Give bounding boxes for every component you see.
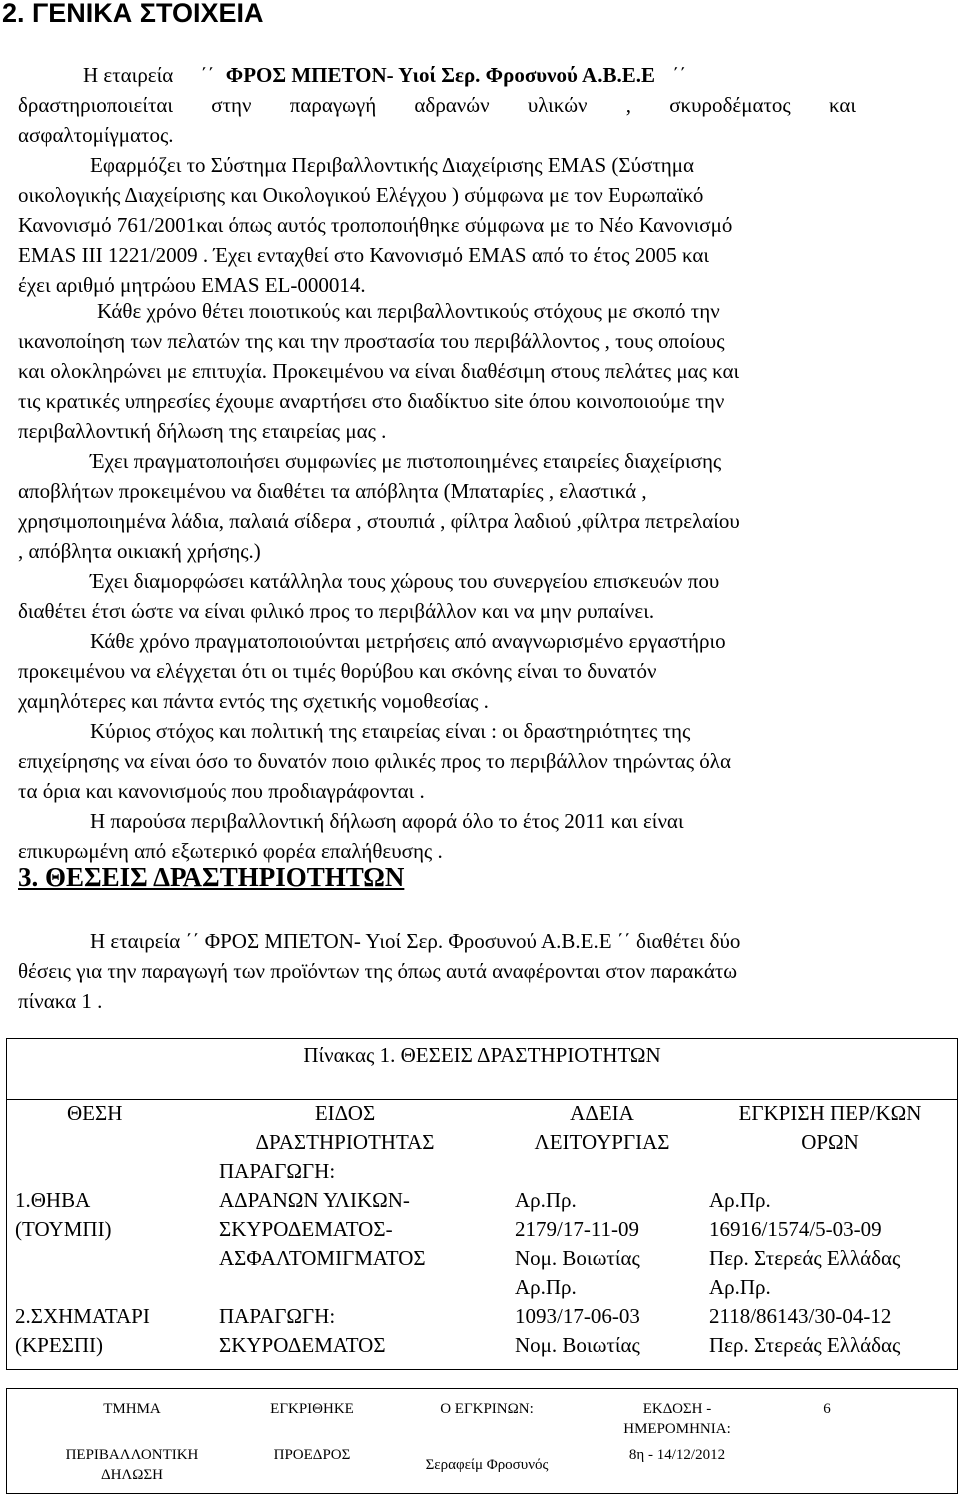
section-3-heading: 3. ΘΕΣΕΙΣ ΔΡΑΣΤΗΡΙΟΤΗΤΩΝ: [18, 862, 405, 892]
sites-line-1: Η εταιρεία ΄΄ ΦΡΟΣ ΜΠΕΤΟΝ- Υιοί Σερ. Φροσυνού Α.Β.Ε.Ε ΄΄ διαθέτει δύο: [90, 929, 741, 953]
policy-line-2: επιχείρησης να είναι όσο το δυνατόν ποιο φιλικές προς το περιβάλλον τηρώντας όλα: [18, 749, 731, 773]
row-1-terms: [709, 1186, 900, 1273]
activity-sites-table: [6, 1038, 958, 1370]
header-license-line-1: ΑΔΕΙΑ: [570, 1101, 634, 1125]
footer-page-number: 6: [823, 1401, 831, 1417]
footer-approved-value: ΠΡΟΕΔΡΟΣ: [273, 1447, 351, 1463]
validation-line-2: επικυρωμένη από εξωτερικό φορέα επαλήθευσης .: [18, 839, 443, 863]
header-terms-line-2: ΟΡΩΝ: [801, 1130, 859, 1154]
emas-line-1: Εφαρμόζει το Σύστημα Περιβαλλοντικής Διαχείρισης EMAS (Σύστημα: [90, 153, 695, 177]
row-1-position-line-2: (ΤΟΥΜΠΙ): [15, 1217, 112, 1241]
row-1-type-line-2: ΑΔΡΑΝΩΝ ΥΛΙΚΩΝ-: [219, 1188, 410, 1212]
measurements-line-3: χαμηλότερες και πάντα εντός της σχετικής νομοθεσίας .: [18, 689, 489, 713]
waste-line-2: αποβλήτων προκειμένου να διαθέτει τα απόβλητα (Μπαταρίες , ελαστικά ,: [18, 479, 647, 503]
row-2-position: [15, 1302, 150, 1360]
policy-line-1: Κύριος στόχος και πολιτική της εταιρείας είναι : οι δραστηριότητες της: [90, 719, 691, 743]
row-1-license-line-3: Νομ. Βοιωτίας: [515, 1246, 640, 1270]
emas-line-2: οικολογικής Διαχείρισης και Οικολογικού Ελέγχου ) σύμφωνα με τον Ευρωπαϊκό: [18, 183, 704, 207]
header-position: ΘΕΣΗ: [67, 1101, 123, 1125]
footer-approved-label: ΕΓΚΡΙΘΗΚΕ: [270, 1401, 354, 1417]
header-type-line-1: ΕΙΔΟΣ: [314, 1101, 376, 1125]
section-2-heading: 2. ΓΕΝΙΚΑ ΣΤΟΙΧΕΙΑ: [2, 0, 264, 28]
row-2-license-line-2: 1093/17-06-03: [515, 1304, 640, 1328]
emas-line-5: έχει αριθμό μητρώου EMAS EL-000014.: [18, 273, 366, 297]
footer-department-value: [27, 1445, 237, 1485]
footer-department-label: ΤΜΗΜΑ: [103, 1401, 161, 1417]
row-1-position: [15, 1186, 112, 1244]
row-1-terms-line-3: Περ. Στερεάς Ελλάδας: [709, 1246, 901, 1270]
row-2-terms-line-3: Περ. Στερεάς Ελλάδας: [709, 1333, 901, 1357]
footer-edition-label: [577, 1399, 777, 1439]
row-2-license: [515, 1273, 640, 1360]
intro-line-2: δραστηριοποιείται στην παραγωγή αδρανών υλικών , σκυροδέματος και: [18, 93, 856, 117]
row-1-type: [219, 1157, 426, 1273]
row-2-type-line-1: ΠΑΡΑΓΩΓΗ:: [219, 1304, 336, 1328]
row-2-terms-line-1: Αρ.Πρ.: [709, 1275, 771, 1299]
sites-line-3: πίνακα 1 .: [18, 989, 103, 1013]
row-2-type: [219, 1302, 386, 1360]
waste-line-1: Έχει πραγματοποιήσει συμφωνίες με πιστοποιημένες εταιρείες διαχείρισης: [90, 449, 722, 473]
intro-quote-close: ΄΄: [672, 63, 687, 87]
header-type-line-2: ΔΡΑΣΤΗΡΙΟΤΗΤΑΣ: [255, 1130, 435, 1154]
intro-line-3: ασφαλτομίγματος.: [18, 123, 174, 147]
company-name: ΦΡΟΣ ΜΠΕΤΟΝ- Υιοί Σερ. Φροσυνού Α.Β.Ε.Ε: [225, 63, 655, 87]
goals-line-5: περιβαλλοντική δήλωση της εταιρείας μας .: [18, 419, 387, 443]
goals-line-1: Κάθε χρόνο θέτει ποιοτικούς και περιβαλλοντικούς στόχους με σκοπό την: [97, 299, 720, 323]
footer-edition-line-1: ΕΚΔΟΣΗ -: [642, 1401, 712, 1417]
waste-line-3: χρησιμοποιημένα λάδια, παλαιά σίδερα , στουπιά , φίλτρα λαδιού ,φίλτρα πετρελαίου: [18, 509, 740, 533]
table-title: Πίνακας 1. ΘΕΣΕΙΣ ΔΡΑΣΤΗΡΙΟΤΗΤΩΝ: [303, 1043, 661, 1067]
footer-approver-value: Σεραφείμ Φροσυνός: [425, 1457, 549, 1473]
garage-line-1: Έχει διαμορφώσει κατάλληλα τους χώρους του συνεργείου επισκευών που: [90, 569, 720, 593]
goals-line-2: ικανοποίηση των πελατών της και την προστασία του περιβάλλοντος , τους οποίους: [18, 329, 725, 353]
intro-line-1: [83, 60, 686, 91]
footer-edition-line-2: ΗΜΕΡΟΜΗΝΙΑ:: [623, 1421, 731, 1437]
policy-line-3: τα όρια και κανονισμούς που προδιαγράφονται .: [18, 779, 425, 803]
row-1-license-line-2: 2179/17-11-09: [515, 1217, 640, 1241]
document-footer: [6, 1388, 958, 1494]
row-2-license-line-1: Αρ.Πρ.: [515, 1275, 577, 1299]
header-license: [507, 1099, 697, 1157]
footer-department-line-1: ΠΕΡΙΒΑΛΛΟΝΤΙΚΗ: [65, 1447, 199, 1463]
footer-department-line-2: ΔΗΛΩΣΗ: [100, 1467, 164, 1483]
validation-line-1: Η παρούσα περιβαλλοντική δήλωση αφορά όλο το έτος 2011 και είναι: [90, 809, 684, 833]
measurements-line-2: προκειμένου να ελέγχεται ότι οι τιμές θορύβου και σκόνης είναι το δυνατόν: [18, 659, 657, 683]
waste-line-4: , απόβλητα οικιακή χρήσης.): [18, 539, 261, 563]
footer-approver-label: Ο ΕΓΚΡΙΝΩΝ:: [440, 1401, 534, 1417]
row-1-type-line-4: ΑΣΦΑΛΤΟΜΙΓΜΑΤΟΣ: [219, 1246, 426, 1270]
intro-start: Η εταιρεία: [83, 63, 174, 87]
row-2-position-line-2: (ΚΡΕΣΠΙ): [15, 1333, 104, 1357]
row-1-terms-line-1: Αρ.Πρ.: [709, 1188, 771, 1212]
intro-quote-open: ΄΄: [200, 63, 215, 87]
goals-line-3: και ολοκληρώνει με επιτυχία. Προκειμένου να είναι διαθέσιμη στους πελάτες μας και: [18, 359, 740, 383]
row-1-license-line-1: Αρ.Πρ.: [515, 1188, 577, 1212]
row-2-license-line-3: Νομ. Βοιωτίας: [515, 1333, 640, 1357]
row-2-position-line-1: 2.ΣΧΗΜΑΤΑΡΙ: [15, 1304, 150, 1328]
emas-line-4: EMAS ΙΙΙ 1221/2009 . Έχει ενταχθεί στο Κανονισμό EMAS από το έτος 2005 και: [18, 243, 710, 267]
row-1-type-line-1: ΠΑΡΑΓΩΓΗ:: [219, 1159, 336, 1183]
row-1-position-line-1: 1.ΘΗΒΑ: [15, 1188, 91, 1212]
footer-edition-value: 8η - 14/12/2012: [628, 1447, 726, 1463]
row-1-terms-line-2: 16916/1574/5-03-09: [709, 1217, 882, 1241]
row-1-type-line-3: ΣΚΥΡΟΔΕΜΑΤΟΣ-: [219, 1217, 393, 1241]
row-2-terms: [709, 1273, 900, 1360]
emas-line-3: Κανονισμό 761/2001και όπως αυτός τροποποιήθηκε σύμφωνα με το Νέο Κανονισμό: [18, 213, 733, 237]
header-license-line-2: ΛΕΙΤΟΥΡΓΙΑΣ: [534, 1130, 670, 1154]
row-2-terms-line-2: 2118/86143/30-04-12: [709, 1304, 892, 1328]
garage-line-2: διαθέτει έτσι ώστε να είναι φιλικό προς το περιβάλλον και να μην ρυπαίνει.: [18, 599, 655, 623]
row-1-license: [515, 1186, 640, 1273]
sites-line-2: θέσεις για την παραγωγή των προϊόντων της όπως αυτά αναφέρονται στον παρακάτω: [18, 959, 738, 983]
measurements-line-1: Κάθε χρόνο πραγματοποιούνται μετρήσεις από αναγνωρισμένο εργαστήριο: [90, 629, 726, 653]
row-2-type-line-2: ΣΚΥΡΟΔΕΜΑΤΟΣ: [219, 1333, 386, 1357]
goals-line-4: τις κρατικές υπηρεσίες έχουμε αναρτήσει στο διαδίκτυο site όπου κοινοποιούμε την: [18, 389, 725, 413]
header-terms: [705, 1099, 955, 1157]
header-terms-line-1: ΕΓΚΡΙΣΗ ΠΕΡ/ΚΩΝ: [738, 1101, 922, 1125]
header-type: [205, 1099, 485, 1157]
